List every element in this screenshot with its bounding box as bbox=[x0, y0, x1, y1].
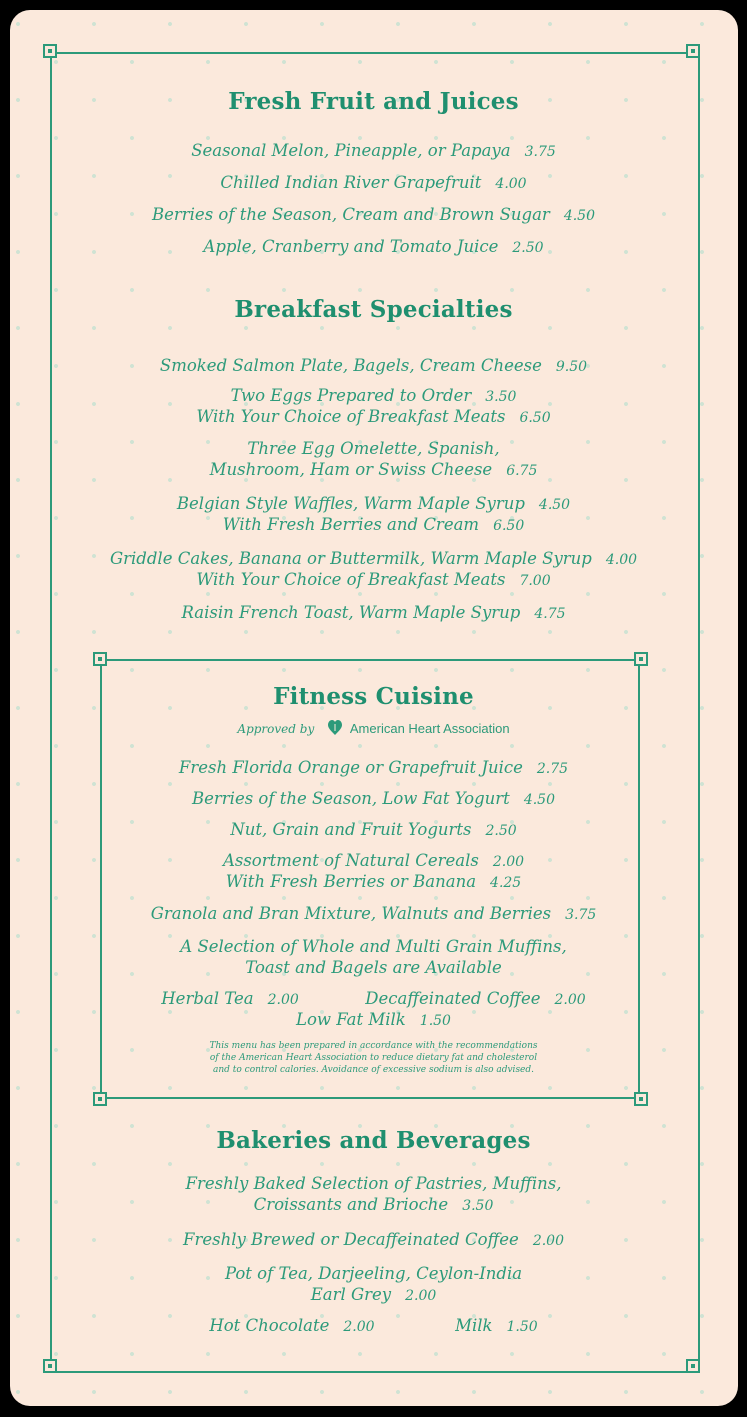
menu-item: Pot of Tea, Darjeeling, Ceylon-India bbox=[224, 1264, 523, 1283]
menu-item: Smoked Salmon Plate, Bagels, Cream Cheese 9.50 bbox=[159, 356, 588, 375]
menu-item: Berries of the Season, Low Fat Yogurt 4.50 bbox=[192, 789, 555, 808]
menu-item: Apple, Cranberry and Tomato Juice 2.50 bbox=[203, 237, 544, 256]
menu-item: A Selection of Whole and Multi Grain Muffins, bbox=[180, 937, 567, 956]
diamond-corner-icon bbox=[686, 1359, 700, 1373]
menu-item: Low Fat Milk 1.50 bbox=[296, 1010, 451, 1029]
association-name: American Heart Association bbox=[349, 721, 510, 736]
menu-item: Two Eggs Prepared to Order 3.50 bbox=[230, 386, 517, 405]
section-title-bakeries: Bakeries and Beverages bbox=[216, 1127, 531, 1154]
menu-item: Assortment of Natural Cereals 2.00 bbox=[222, 851, 525, 870]
aha-disclaimer: This menu has been prepared in accordance with the recommendations of the American Heart Association to reduce dietary fat and cholesterol and to control calories. Avoidance of excessive sodium is also advised. bbox=[209, 1041, 538, 1075]
menu-item: Fresh Florida Orange or Grapefruit Juice 2.75 bbox=[178, 758, 569, 777]
menu-item: Chilled Indian River Grapefruit 4.00 bbox=[220, 173, 527, 192]
menu-item: Seasonal Melon, Pineapple, or Papaya 3.75 bbox=[191, 141, 556, 160]
diamond-corner-icon bbox=[634, 652, 648, 666]
menu-item: Freshly Brewed or Decaffeinated Coffee 2.00 bbox=[183, 1230, 564, 1249]
menu-item: With Your Choice of Breakfast Meats 7.00 bbox=[196, 570, 551, 589]
menu-item: Granola and Bran Mixture, Walnuts and Berries 3.75 bbox=[150, 904, 597, 923]
menu-item: Freshly Baked Selection of Pastries, Muffins, bbox=[185, 1174, 562, 1193]
section-title-fitness: Fitness Cuisine bbox=[273, 683, 474, 710]
menu-item: Belgian Style Waffles, Warm Maple Syrup 4.50 bbox=[176, 494, 571, 513]
menu-item: With Your Choice of Breakfast Meats 6.50 bbox=[196, 407, 551, 426]
menu-item: Three Egg Omelette, Spanish, bbox=[247, 439, 500, 458]
heart-torch-icon bbox=[328, 720, 342, 736]
menu-item: With Fresh Berries or Banana 4.25 bbox=[225, 872, 522, 891]
menu-item: Nut, Grain and Fruit Yogurts 2.50 bbox=[230, 820, 517, 839]
menu-item: Griddle Cakes, Banana or Buttermilk, Warm Maple Syrup 4.00 bbox=[109, 549, 638, 568]
diamond-corner-icon bbox=[93, 1092, 107, 1106]
menu-item: Croissants and Brioche 3.50 bbox=[253, 1195, 494, 1214]
approval-line bbox=[0, 720, 747, 736]
menu-item: Hot Chocolate 2.00 Milk 1.50 bbox=[209, 1316, 538, 1335]
menu-item: Earl Grey 2.00 bbox=[310, 1285, 437, 1304]
menu-item: Raisin French Toast, Warm Maple Syrup 4.75 bbox=[181, 603, 566, 622]
menu-item: Herbal Tea 2.00 Decaffeinated Coffee 2.00 bbox=[161, 989, 586, 1008]
approved-by-label: Approved by bbox=[237, 722, 315, 736]
diamond-corner-icon bbox=[43, 44, 57, 58]
diamond-corner-icon bbox=[686, 44, 700, 58]
menu-item: Berries of the Season, Cream and Brown Sugar 4.50 bbox=[151, 205, 595, 224]
diamond-corner-icon bbox=[93, 652, 107, 666]
menu-item: Toast and Bagels are Available bbox=[245, 958, 502, 977]
menu-item: With Fresh Berries and Cream 6.50 bbox=[222, 515, 525, 534]
diamond-corner-icon bbox=[43, 1359, 57, 1373]
menu-item: Mushroom, Ham or Swiss Cheese 6.75 bbox=[209, 460, 538, 479]
diamond-corner-icon bbox=[634, 1092, 648, 1106]
section-title-breakfast: Breakfast Specialties bbox=[234, 296, 513, 323]
section-title-fruit: Fresh Fruit and Juices bbox=[228, 88, 519, 115]
